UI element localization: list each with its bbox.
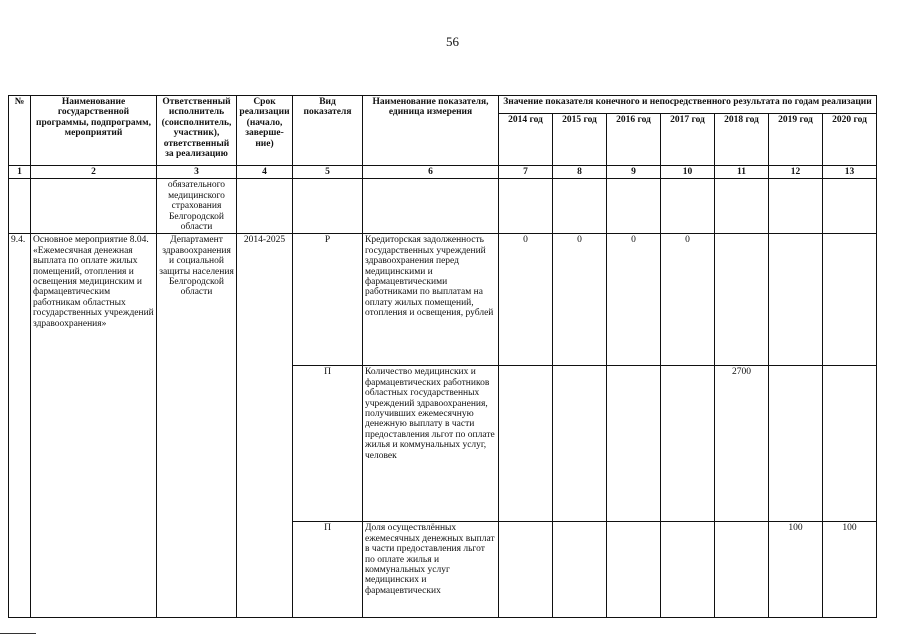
header-year: 2015 год <box>553 114 607 166</box>
indicator-type: Р <box>293 234 363 366</box>
indicator-value <box>769 234 823 366</box>
col-number: 7 <box>499 166 553 179</box>
indicator-value <box>499 366 553 522</box>
col-number: 9 <box>607 166 661 179</box>
activity-name: Основное мероприятие 8.04. «Ежемесячная денежная выплата по оплате жилых помещений, отопления и освещения медицинским и фармацевтическим работникам областных государственных учреждений здравоохранения» <box>31 234 157 618</box>
header-type: Вид показателя <box>293 96 363 166</box>
indicator-value: 100 <box>823 522 877 618</box>
col-number: 2 <box>31 166 157 179</box>
cell-empty <box>363 179 499 234</box>
col-number: 6 <box>363 166 499 179</box>
header-period: Срок реализации (начало, заверше-ние) <box>237 96 293 166</box>
cell-empty <box>293 179 363 234</box>
header-responsible: Ответственный исполнитель (соисполнитель, участник), ответственный за реализацию <box>157 96 237 166</box>
indicator-value: 2700 <box>715 366 769 522</box>
indicator-value: 0 <box>553 234 607 366</box>
col-number: 12 <box>769 166 823 179</box>
continued-responsible: обязательного медицинского страхования Белгородской области <box>157 179 237 234</box>
col-number: 5 <box>293 166 363 179</box>
header-indicator: Наименование показателя, единица измерения <box>363 96 499 166</box>
col-number: 13 <box>823 166 877 179</box>
indicator-name: Количество медицинских и фармацевтических работников областных государственных учреждений здравоохранения, получивших ежемесячную денежную выплату в части предоставления льгот по оплате жилья и коммунальных услуг, человек <box>363 366 499 522</box>
cell-empty <box>31 179 157 234</box>
indicator-name: Кредиторская задолженность государственных учреждений здравоохранения перед медицинскими и фармацевтическими работниками по выплатам на оплату жилых помещений, отопления и освещения, рублей <box>363 234 499 366</box>
indicator-value <box>607 522 661 618</box>
program-table <box>8 95 877 618</box>
col-number: 3 <box>157 166 237 179</box>
col-number: 8 <box>553 166 607 179</box>
indicator-value: 0 <box>499 234 553 366</box>
continuation-row <box>9 179 877 234</box>
indicator-value <box>553 522 607 618</box>
col-number: 11 <box>715 166 769 179</box>
indicator-value <box>715 522 769 618</box>
indicator-value <box>661 366 715 522</box>
indicator-type: П <box>293 522 363 618</box>
col-number: 4 <box>237 166 293 179</box>
column-numbers-row <box>9 166 877 179</box>
indicator-name: Доля осуществлённых ежемесячных денежных выплат в части предоставления льгот по оплате жилья и коммунальных услуг медицинских и фармацевтических <box>363 522 499 618</box>
header-year: 2019 год <box>769 114 823 166</box>
col-number: 1 <box>9 166 31 179</box>
cell-empty <box>823 179 877 234</box>
header-year: 2014 год <box>499 114 553 166</box>
header-year: 2018 год <box>715 114 769 166</box>
cell-empty <box>237 179 293 234</box>
header-row <box>9 96 877 114</box>
indicator-value: 0 <box>607 234 661 366</box>
header-year: 2020 год <box>823 114 877 166</box>
indicator-value <box>661 522 715 618</box>
indicator-type: П <box>293 366 363 522</box>
header-year: 2017 год <box>661 114 715 166</box>
indicator-value <box>769 366 823 522</box>
activity-number: 9.4. <box>9 234 31 618</box>
col-number: 10 <box>661 166 715 179</box>
indicator-value <box>499 522 553 618</box>
indicator-value <box>715 234 769 366</box>
header-values-group: Значение показателя конечного и непосредственного результата по годам реализации <box>499 96 877 114</box>
cell-empty <box>553 179 607 234</box>
indicator-value <box>553 366 607 522</box>
indicator-row <box>9 234 877 366</box>
cell-empty <box>9 179 31 234</box>
cell-empty <box>499 179 553 234</box>
indicator-value <box>607 366 661 522</box>
cell-empty <box>769 179 823 234</box>
header-name: Наименование государственной программы, подпрограмм, мероприятий <box>31 96 157 166</box>
indicator-value: 0 <box>661 234 715 366</box>
activity-period: 2014-2025 <box>237 234 293 618</box>
page-number: 56 <box>446 34 459 49</box>
header-year: 2016 год <box>607 114 661 166</box>
cell-empty <box>607 179 661 234</box>
activity-responsible: Департамент здравоохранения и социальной защиты населения Белгородской области <box>157 234 237 618</box>
indicator-value <box>823 366 877 522</box>
cell-empty <box>661 179 715 234</box>
cell-empty <box>715 179 769 234</box>
header-no: № <box>9 96 31 166</box>
scan-edge-line <box>0 633 36 634</box>
indicator-value <box>823 234 877 366</box>
indicator-value: 100 <box>769 522 823 618</box>
